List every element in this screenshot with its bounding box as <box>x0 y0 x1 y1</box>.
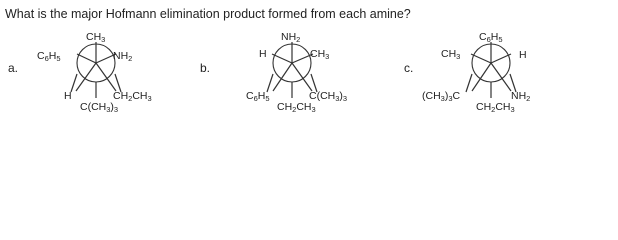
a-bottom-right-substituent: $CH_2CH_3$ <box>113 90 152 103</box>
b-bottom-left-substituent: $C_6H_5$ <box>246 90 270 103</box>
b-right-substituent: $CH_3$ <box>310 48 330 61</box>
a-bottom-left-substituent: H <box>64 90 72 102</box>
a-top-substituent: $CH_3$ <box>86 31 106 44</box>
c-bottom-substituent: $CH_2CH_3$ <box>476 101 515 114</box>
b-bottom-right-substituent: $C(CH_3)_3$ <box>309 90 348 103</box>
a-right-substituent: $NH_2$ <box>113 50 133 63</box>
part-b-label: b. <box>200 61 211 75</box>
b-bottom-substituent: $CH_2CH_3$ <box>277 101 316 114</box>
b-top-substituent: $NH_2$ <box>281 31 301 44</box>
c-right-substituent: H <box>519 49 527 61</box>
part-c-label: c. <box>404 61 414 75</box>
part-a-label: a. <box>8 61 19 75</box>
c-bottom-left-substituent: $(CH_3)_3C$ <box>422 90 461 103</box>
newman-c <box>466 42 516 98</box>
c-top-substituent: $C_6H_5$ <box>479 31 503 44</box>
a-bottom-substituent: $C(CH_3)_3$ <box>80 101 119 114</box>
question-text: What is the major Hofmann elimination product formed from each amine? <box>5 7 411 21</box>
a-left-substituent: $C_6H_5$ <box>37 50 61 63</box>
b-left-substituent: H <box>259 48 267 60</box>
c-left-substituent: $CH_3$ <box>441 48 461 61</box>
c-bottom-right-substituent: $NH_2$ <box>511 90 531 103</box>
